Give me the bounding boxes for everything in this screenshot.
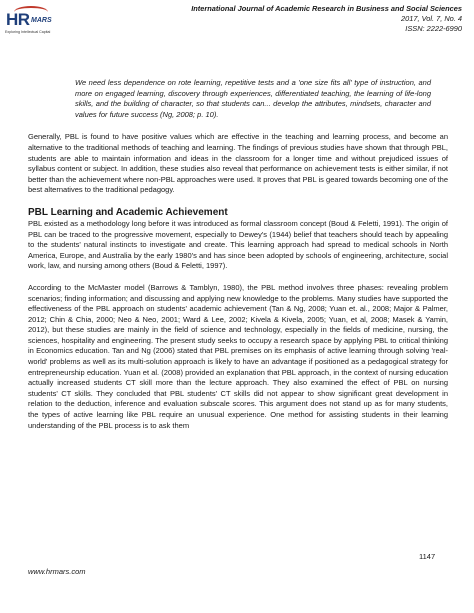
logo-sub: MARS: [31, 17, 52, 24]
footer-url: www.hrmars.com: [28, 567, 86, 576]
section-heading: PBL Learning and Academic Achievement: [28, 206, 228, 218]
journal-issn: ISSN: 2222-6990: [405, 24, 462, 33]
page-number: 1147: [419, 552, 436, 561]
journal-volume: 2017, Vol. 7, No. 4: [401, 14, 462, 23]
paragraph-3: According to the McMaster model (Barrows & Tamblyn, 1980), the PBL method involves three phases: revealing problem scenarios; finding information; and discussing and applying new knowledge to the problems. Many studies have supported the effectiveness of the PBL approach on students' academic achievement (Tan & Ng, 2008; Yuan et. al., 2008; Major & Palmer, 2012; Chin & Chia, 2000; Neo & Neo, 2001; Ward & Lee, 2002; Kivela & Kivela, 2005; Yuan, et al, 2008; Masek & Yamin, 2012), but these studies are mainly in the field of science and technology, especially in the fields of medicine, nursing, the sciences, hospitality and engineering. The present study seeks to occupy a research space by applying PBL to critical thinking in Economics education. Tan and Ng (2006) stated that PBL premises on its emphasis of active learning through solving 'real-world' problems as well as its multi-solution approach is likely to have an advantage if positioned as a pedagogical strategy for entrepreneurship education. Yuan et al. (2008) provided an explanation that PBL approach, in the context of nursing education actually increased students CT skill more than the lecture approach. They also examined the effect of PBL on nursing students' CT skills. They concluded that PBL students' CT skills did not appear to show significant great development in relation to the deduction, inference and evaluation subscale scores. This argument does not stand up as for many students, the types of active learning like PBL require an unusual experience. One method for assisting students in their learning understanding of the PBL process is to ask them: [28, 282, 448, 430]
paragraph-1: Generally, PBL is found to have positive values which are effective in the teaching and learning process, and become an alternative to the traditional methods of teaching and learning. The findings of previous studies have shown that through PBL, students are able to maintain information and ideas in the classroom for a longer time and without prejudiced issues of syllabus content or subject. In addition, these studies also reveal that performance on achievement tests is either similar, if not better than the achievement where non-PBL approaches were used. It proves that PBL is geared towards becoming one of the best alternatives to the traditional pedagogy.: [28, 132, 448, 195]
journal-title: International Journal of Academic Research in Business and Social Sciences: [191, 4, 462, 13]
logo-tagline: Exploring Intellectual Capital: [5, 30, 51, 34]
block-quote: We need less dependence on rote learning, repetitive tests and a 'one size fits all' type of instruction, and more on engaged learning, discovery through experiences, differentiated teaching, the learning of life-long skills, and the building of character, so that students can... develop the attributes, mindsets, character and values for future success (Ng, 2008; p. 10).: [75, 78, 431, 119]
hrmars-logo: [4, 2, 66, 38]
journal-header: [191, 4, 462, 34]
paragraph-2: PBL existed as a methodology long before it was introduced as formal classroom concept (Boud & Feletti, 1991). The origin of PBL can be traced to the progressive movement, especially to Dewey's (1944) belief that teachers should teach by appealing to the students' natural instincts to investigate and create. This learning approach had spread to medical schools in North America, Europe, and Australia by the early 1980's and has since been adopted by schools of engineering, architecture, social work, law, and nursing among others (Boud & Feletti, 1997).: [28, 218, 448, 271]
logo-text: HR: [6, 10, 30, 29]
page-content: [28, 78, 448, 431]
